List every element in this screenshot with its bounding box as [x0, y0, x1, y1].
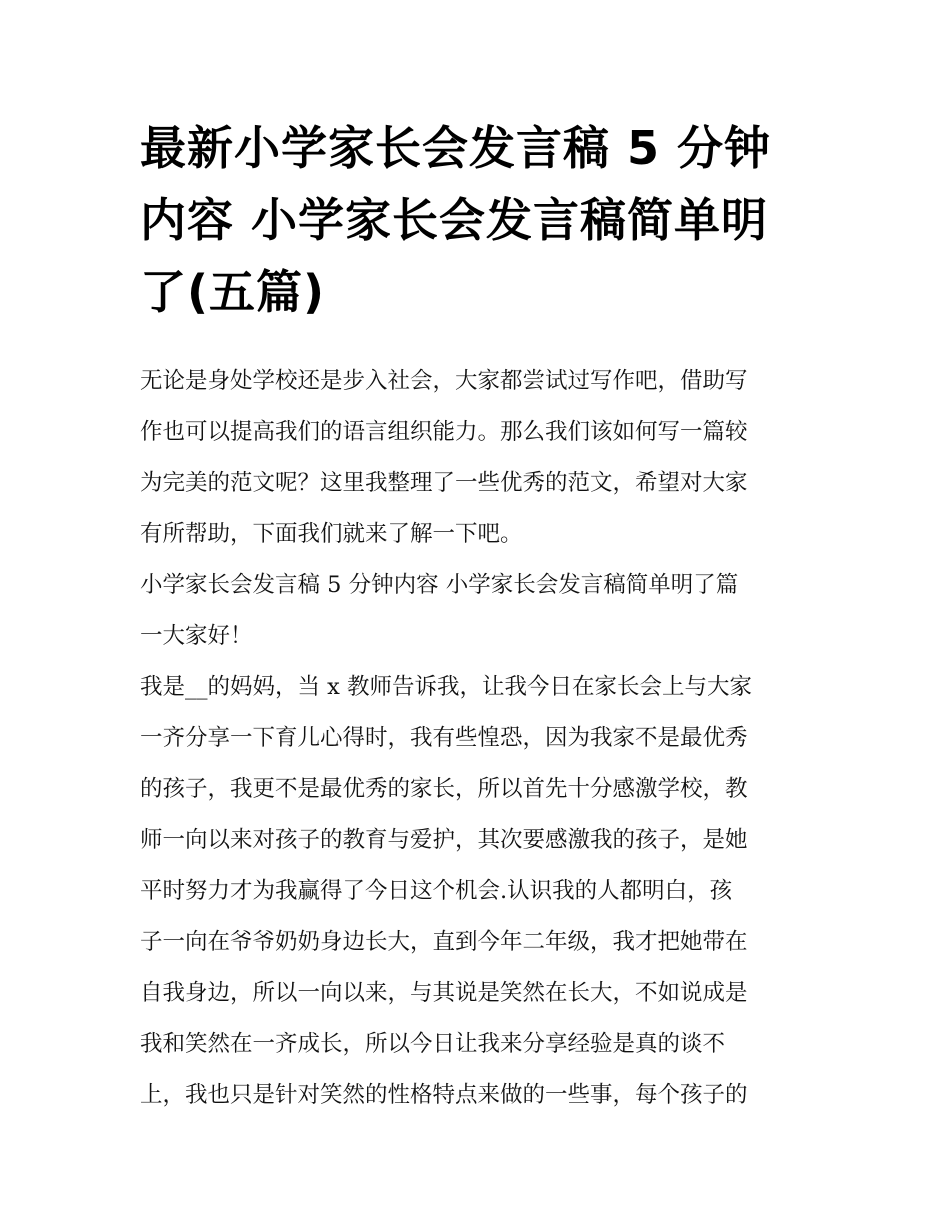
- text-line: 一大家好！: [140, 623, 253, 649]
- text-line: 小学家长会发言稿 5 分钟内容 小学家长会发言稿简单明了篇: [140, 572, 739, 598]
- text-line: 无论是身处学校还是步入社会，大家都尝试过写作吧，借助写: [140, 368, 748, 394]
- title-line: 了(五篇): [140, 265, 326, 319]
- text-line: 我是__的妈妈，当 x 教师告诉我，让我今日在家长会上与大家: [140, 674, 752, 700]
- document-title: [140, 112, 820, 328]
- text-line: 有所帮助，下面我们就来了解一下吧。: [140, 521, 523, 547]
- section-heading: [140, 560, 820, 662]
- text-line: 上，我也只是针对笑然的性格特点来做的一些事，每个孩子的: [140, 1082, 748, 1108]
- text-line: 的孩子，我更不是最优秀的家长，所以首先十分感激学校，教: [140, 776, 748, 802]
- text-line: 一齐分享一下育儿心得时，我有些惶恐，因为我家不是最优秀: [140, 725, 748, 751]
- text-line: 自我身边，所以一向以来，与其说是笑然在长大，不如说成是: [140, 980, 748, 1006]
- text-line: 子一向在爷爷奶奶身边长大，直到今年二年级，我才把她带在: [140, 929, 748, 955]
- text-line: 师一向以来对孩子的教育与爱护，其次要感激我的孩子，是她: [140, 827, 748, 853]
- text-line: 为完美的范文呢？这里我整理了一些优秀的范文，希望对大家: [140, 470, 748, 496]
- text-line: 作也可以提高我们的语言组织能力。那么我们该如何写一篇较: [140, 419, 748, 445]
- title-line: 内容 小学家长会发言稿简单明: [140, 193, 769, 247]
- text-line: 我和笑然在一齐成长，所以今日让我来分享经验是真的谈不: [140, 1031, 726, 1057]
- speech-paragraph: [140, 662, 820, 1121]
- text-line: 平时努力才为我赢得了今日这个机会.认识我的人都明白，孩: [140, 878, 733, 904]
- intro-paragraph: [140, 356, 820, 560]
- title-line: 最新小学家长会发言稿 5 分钟: [140, 121, 772, 175]
